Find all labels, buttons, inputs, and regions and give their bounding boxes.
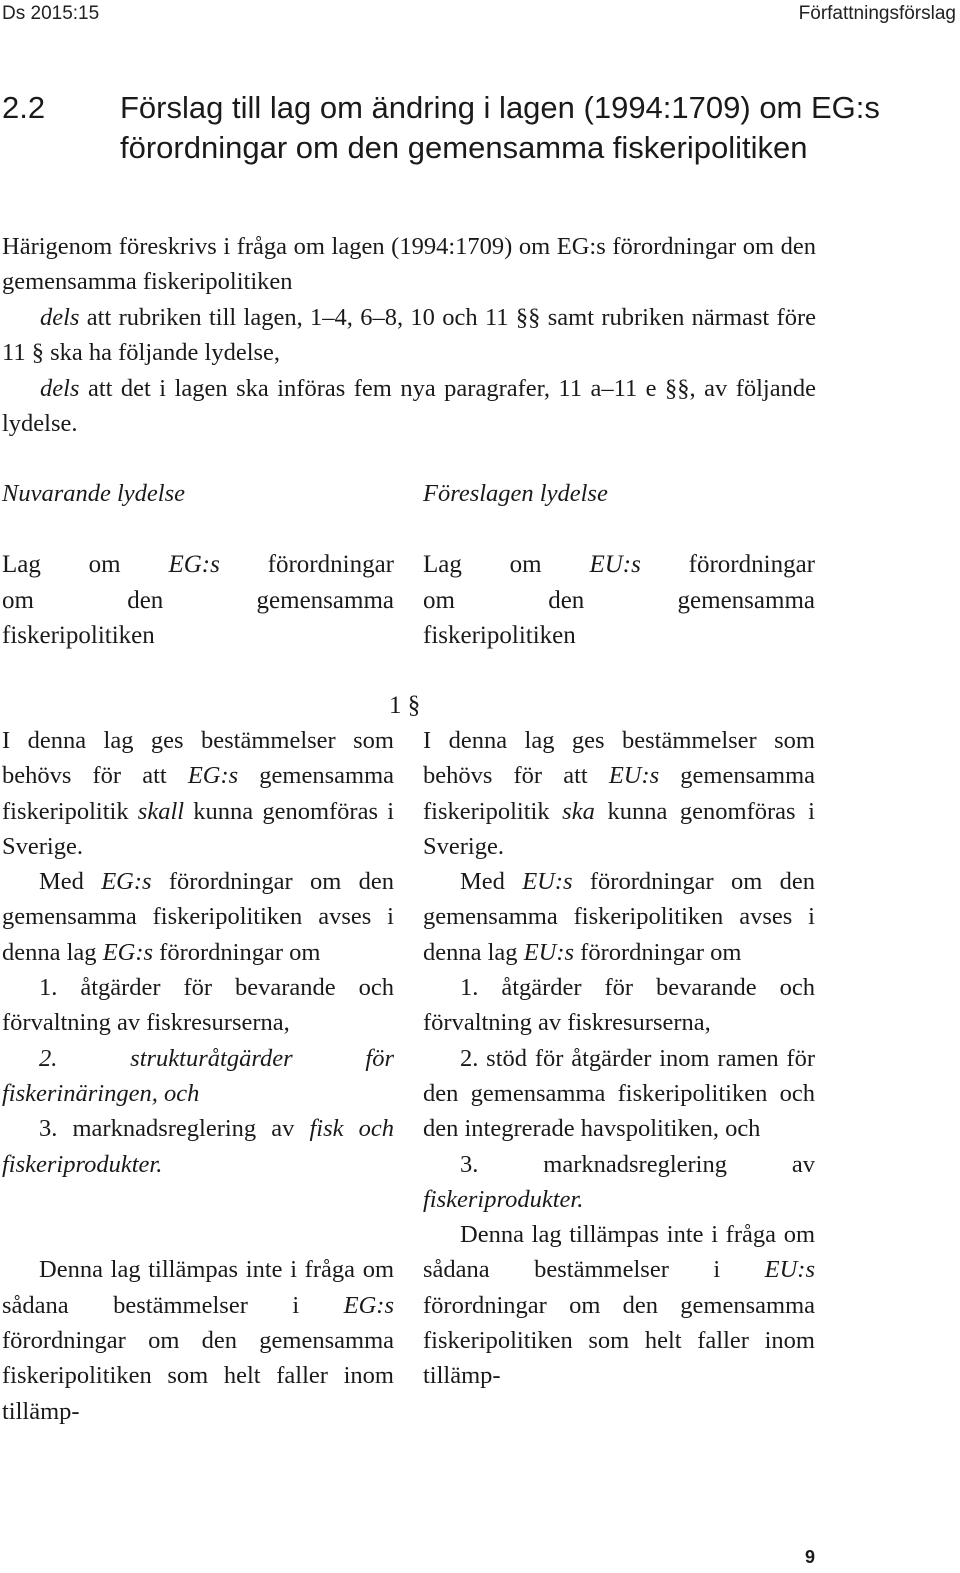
emphasis: fisk och fiskeriprodukter. [2, 1115, 394, 1178]
paragraph [423, 864, 815, 970]
emphasis: EG:s [101, 868, 152, 896]
emphasis: ska [562, 797, 595, 825]
paragraph [2, 864, 394, 970]
page-header [0, 2, 958, 30]
text: förordningar om den gemensamma fiskeripolitiken som helt faller inom tillämp- [2, 1327, 394, 1425]
emphasis: EU:s [608, 762, 660, 790]
page-number: 9 [804, 1547, 815, 1567]
law-title-line: fiskeripolitiken [2, 622, 155, 649]
text: förordningar [219, 551, 394, 578]
intro-text [2, 229, 816, 441]
text: kunna genomföras i Sverige. [423, 797, 815, 860]
list-item: 1. åtgärder för bevarande och förvaltning av fiskresurserna, [423, 974, 815, 1037]
paragraph [2, 1252, 394, 1428]
section-number: 2.2 [2, 90, 46, 125]
section-label: Författningsförslag [798, 3, 956, 24]
text: Lag om [423, 551, 590, 578]
intro-paragraph [2, 371, 816, 442]
text: Denna lag tillämpas inte i fråga om sådana bestämmelser i [423, 1221, 815, 1284]
paragraph [423, 723, 815, 864]
law-title-line [2, 547, 394, 583]
current-wording-heading: Nuvarande lydelse [2, 480, 186, 507]
paragraph [423, 1217, 815, 1393]
list-item: 2. stöd för åtgärder inom ramen för den gemensamma fiskeripolitiken och den integrerade havspolitiken, och [423, 1044, 815, 1143]
text: Lag om [2, 551, 169, 578]
emphasis: EU:s [522, 868, 573, 896]
text: kunna genomföras i Sverige. [2, 797, 394, 860]
section-title: Förslag till lag om ändring i lagen (1994:1709) om EG:s förordningar om den gemensamma fiskeripolitiken [120, 90, 880, 165]
law-title-line: om den gemensamma [423, 586, 815, 614]
law-title-current [2, 547, 394, 654]
emphasis: fiskeriprodukter. [423, 1185, 584, 1213]
list-item: 1. åtgärder för bevarande och förvaltning av fiskresurserna, [2, 974, 394, 1037]
emphasis: EU:s [764, 1256, 815, 1284]
proposed-wording-text [423, 723, 815, 1394]
text: förordningar om [574, 938, 742, 966]
text: 2. [39, 1044, 131, 1072]
text: förordningar om [153, 938, 321, 966]
emphasis: EU:s [523, 938, 575, 966]
emphasis: EG:s [343, 1291, 394, 1319]
text: förordningar om den gemensamma fiskeripolitiken som helt faller inom tillämp- [423, 1291, 815, 1390]
current-wording-text [2, 723, 394, 1429]
section-sign: 1 § [389, 692, 421, 719]
emphasis: dels [40, 374, 80, 402]
emphasis: EG:s [102, 938, 154, 966]
text: gemensamma fiskeripolitik [2, 762, 395, 825]
list-item [2, 1041, 394, 1112]
emphasis: strukturåtgärder för fiskerinäringen, och [2, 1044, 394, 1107]
law-title-line [423, 547, 815, 583]
law-title-line: fiskeripolitiken [423, 622, 576, 649]
list-item [423, 1147, 815, 1218]
intro-paragraph [2, 300, 816, 371]
text: I denna lag ges bestämmelser som behövs för att [423, 727, 815, 790]
text: förordningar om den gemensamma fiskeripolitiken avses i denna lag [2, 868, 394, 966]
emphasis: dels [40, 303, 80, 331]
emphasis: skall [137, 797, 185, 825]
text: gemensamma fiskeripolitik [423, 762, 816, 825]
law-title-proposed [423, 547, 815, 654]
text: att rubriken till lagen, 1–4, 6–8, 10 och 11 §§ samt rubriken närmast före 11 § ska ha följande lydelse, [2, 303, 816, 367]
paragraph [2, 723, 394, 864]
text: Denna lag tillämpas inte i fråga om sådana bestämmelser i [2, 1256, 394, 1319]
list-item [2, 1111, 394, 1182]
text: I denna lag ges bestämmelser som behövs för att [2, 727, 394, 790]
intro-paragraph: Härigenom föreskrivs i fråga om lagen (1994:1709) om EG:s förordningar om den gemensamma fiskeripolitiken [2, 233, 816, 296]
text: 3. marknadsreglering av [460, 1150, 815, 1178]
text: 3. marknadsreglering av [39, 1115, 310, 1143]
text: att det i lagen ska införas fem nya paragrafer, 11 a–11 e §§, av följande lydelse. [2, 374, 816, 438]
text: förordningar om den gemensamma fiskeripolitiken avses i denna lag [423, 868, 815, 966]
law-title-line: om den gemensamma [2, 586, 394, 614]
emphasis: EG:s [187, 762, 239, 790]
document-reference: Ds 2015:15 [2, 3, 100, 24]
text: Med [460, 868, 523, 896]
text: förordningar [640, 551, 815, 578]
emphasis: EU:s [589, 551, 641, 578]
emphasis: EG:s [168, 551, 220, 578]
proposed-wording-heading: Föreslagen lydelse [423, 480, 608, 507]
text: Med [39, 868, 102, 896]
